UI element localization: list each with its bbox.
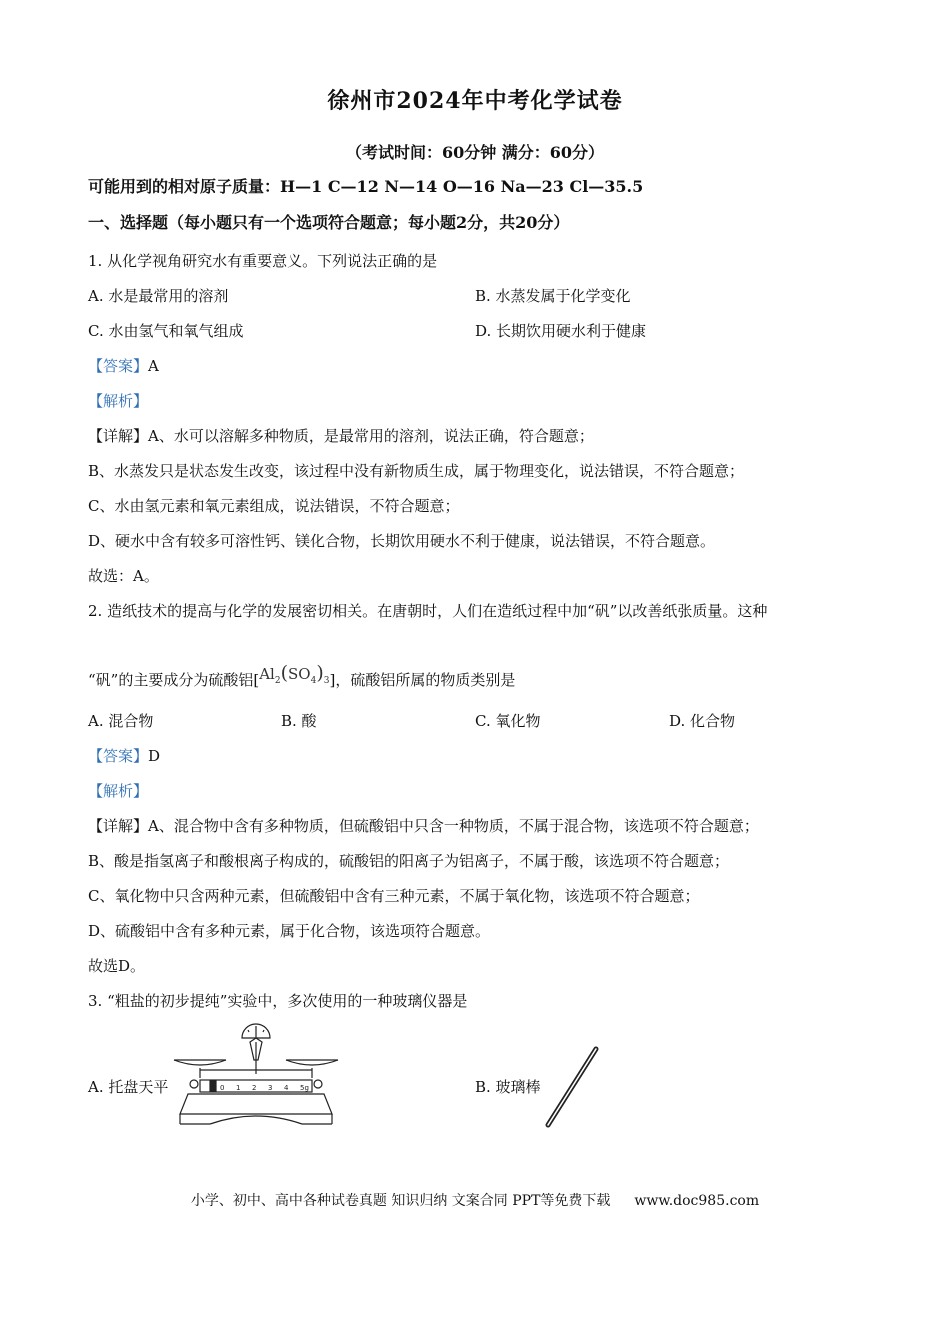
q2-detail-1-text: A、混合物中含有多种物质，但硫酸铝中只含一种物质，不属于混合物，该选项不符合题意；	[148, 817, 759, 835]
answer-tag: 【答案】	[88, 357, 149, 375]
q2-answer	[88, 745, 160, 767]
scale-tick-label: 5g	[300, 1084, 309, 1092]
exam-info: （考试时间：60分钟 满分：60分）	[345, 143, 605, 162]
chemical-formula: $Al_2(SO_4)_3$	[259, 662, 330, 686]
scale-tick-label: 4	[284, 1084, 289, 1092]
q2-conclusion: 故选D。	[88, 957, 146, 975]
formula-sub-4: 4	[310, 676, 317, 686]
q1-option-a: A. 水是最常用的溶剂	[88, 287, 229, 305]
scale-tick-label: 1	[236, 1084, 241, 1092]
q2-detail-3: C、氧化物中只含两种元素，但硫酸铝中含有三种元素，不属于氧化物，该选项不符合题意；	[88, 887, 700, 905]
q2-answer-value: D	[148, 747, 161, 765]
q2-detail-4: D、硫酸铝中含有多种元素，属于化合物，该选项符合题意。	[88, 922, 491, 940]
q1-stem: 1. 从化学视角研究水有重要意义。下列说法正确的是	[88, 252, 438, 270]
scale-tick-label: 0	[220, 1084, 225, 1092]
q1-detail-1-text: A、水可以溶解多种物质，是最常用的溶剂，说法正确，符合题意；	[148, 427, 594, 445]
q3-option-b: B. 玻璃棒	[475, 1078, 541, 1096]
formula-so: SO	[288, 665, 311, 683]
q1-option-c: C. 水由氢气和氧气组成	[88, 322, 244, 340]
q2-analysis-tag: 【解析】	[88, 782, 149, 800]
q1-analysis-tag: 【解析】	[88, 392, 149, 410]
q3-stem: 3. “粗盐的初步提纯”实验中，多次使用的一种玻璃仪器是	[88, 992, 468, 1010]
formula-sub-3: 3	[323, 676, 330, 686]
q1-answer-value: A	[148, 357, 159, 375]
q2-detail-1	[88, 815, 759, 837]
formula-sub-2: 2	[274, 676, 281, 686]
answer-tag: 【答案】	[88, 747, 149, 765]
section-heading: 一、选择题（每小题只有一个选项符合题意；每小题2分，共20分）	[88, 213, 570, 232]
detail-tag: 【详解】	[88, 817, 149, 835]
q1-conclusion: 故选：A。	[88, 567, 159, 585]
q2-stem-2b: ]，硫酸铝所属的物质类别是	[329, 671, 516, 689]
scale-tick-label: 3	[268, 1084, 273, 1092]
q1-detail-4: D、硬水中含有较多可溶性钙、镁化合物，长期饮用硬水不利于健康，说法错误，不符合题意。	[88, 532, 716, 550]
q1-option-b: B. 水蒸发属于化学变化	[475, 287, 631, 305]
q1-detail-2: B、水蒸发只是状态发生改变，该过程中没有新物质生成，属于物理变化，说法错误，不符合题意；	[88, 462, 745, 480]
formula-al: Al	[259, 665, 275, 683]
q1-detail-1	[88, 425, 594, 447]
footer-url[interactable]: www.doc985.com	[634, 1193, 760, 1209]
q1-answer	[88, 355, 159, 377]
q1-detail-3: C、水由氢元素和氧元素组成，说法错误，不符合题意；	[88, 497, 460, 515]
footer-text: 小学、初中、高中各种试卷真题 知识归纳 文案合同 PPT等免费下载	[190, 1193, 611, 1209]
q3-option-a: A. 托盘天平	[88, 1078, 169, 1096]
q1-option-d: D. 长期饮用硬水利于健康	[475, 322, 647, 340]
q2-option-a: A. 混合物	[88, 712, 154, 730]
q2-detail-2: B、酸是指氢离子和酸根离子构成的，硫酸铝的阳离子为铝离子，不属于酸，该选项不符合题意；	[88, 852, 730, 870]
scale-ruler-ticks	[220, 1084, 309, 1092]
detail-tag: 【详解】	[88, 427, 149, 445]
atomic-mass-line: 可能用到的相对原子质量：H—1 C—12 N—14 O—16 Na—23 Cl—35.5	[88, 177, 644, 196]
page-footer	[0, 1190, 950, 1210]
q2-option-c: C. 氧化物	[475, 712, 541, 730]
glass-rod-illustration	[540, 1044, 604, 1130]
q2-stem-1: 2. 造纸技术的提高与化学的发展密切相关。在唐朝时，人们在造纸过程中加“矾”以改善纸张质量。这种	[88, 602, 768, 620]
q2-stem-2	[88, 662, 515, 692]
q2-option-b: B. 酸	[281, 712, 317, 730]
balance-scale-illustration	[170, 1022, 345, 1130]
q2-option-d: D. 化合物	[669, 712, 736, 730]
scale-tick-label: 2	[252, 1084, 257, 1092]
page-title: 徐州市2024年中考化学试卷	[327, 88, 623, 114]
q2-stem-2a: “矾”的主要成分为硫酸铝[	[88, 671, 260, 689]
